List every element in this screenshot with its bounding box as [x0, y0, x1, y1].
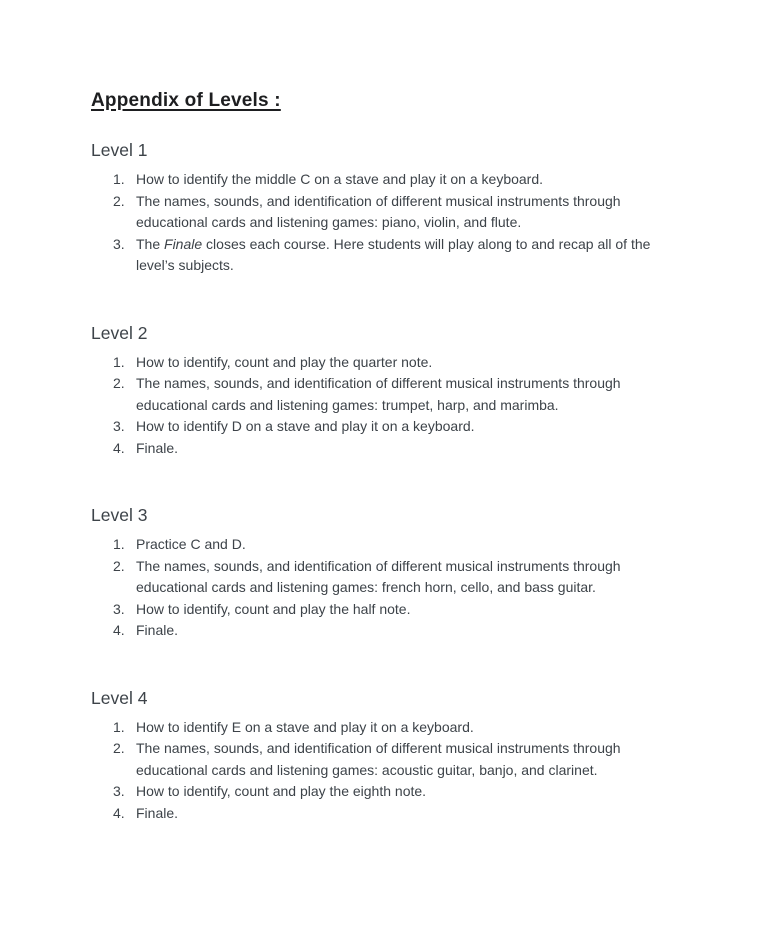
- level-heading: Level 2: [91, 322, 148, 343]
- list-item: [113, 534, 724, 556]
- list-item: [113, 438, 724, 460]
- list-item-line: [136, 803, 724, 825]
- list-item-number: 3.: [113, 418, 125, 434]
- text-segment: How to identify, count and play the eighth note.: [136, 783, 427, 799]
- level-list: [91, 717, 724, 825]
- list-item-line: [136, 556, 724, 578]
- level-list: [91, 534, 724, 642]
- list-item-number: 2.: [113, 557, 125, 574]
- list-item: [113, 781, 724, 803]
- list-item-number: 3.: [113, 235, 125, 252]
- list-item-number: 2.: [113, 740, 125, 756]
- list-item-number: 2.: [113, 192, 125, 209]
- list-item: [113, 373, 724, 416]
- text-segment: educational cards and listening games: french horn, cello, and bass guitar.: [136, 579, 596, 595]
- list-item: [113, 738, 724, 781]
- text-segment: The names, sounds, and identification of different musical instruments through: [136, 557, 621, 574]
- list-item: [113, 169, 724, 191]
- list-item-number: 4.: [113, 439, 125, 456]
- level-list: [91, 352, 724, 460]
- list-item-line: [136, 599, 724, 621]
- level-sections: [91, 137, 724, 824]
- level-section: [91, 685, 724, 825]
- list-item-number: 4.: [113, 622, 125, 638]
- list-item: [113, 717, 724, 739]
- text-segment: The: [136, 235, 165, 252]
- list-item-number: 3.: [113, 600, 125, 617]
- list-item-line: [136, 234, 724, 256]
- level-heading: Level 4: [91, 687, 148, 708]
- list-item-line: [136, 255, 724, 277]
- text-segment: The names, sounds, and identification of different musical instruments through: [136, 740, 621, 756]
- level-heading: Level 3: [91, 505, 148, 525]
- list-item-number: 1.: [113, 536, 125, 552]
- text-segment: educational cards and listening games: acoustic guitar, banjo, and clarinet.: [136, 761, 598, 778]
- list-item: [113, 599, 724, 621]
- list-item-line: [136, 438, 724, 460]
- list-item: [113, 803, 724, 825]
- list-item-line: [136, 352, 724, 374]
- list-item-line: [136, 169, 724, 191]
- list-item-number: 1.: [113, 353, 125, 370]
- text-segment: The names, sounds, and identification of different musical instruments through: [136, 192, 621, 209]
- list-item-line: [136, 191, 724, 213]
- list-item: [113, 234, 724, 277]
- list-item: [113, 416, 724, 438]
- list-item-line: [136, 717, 724, 739]
- list-item-number: 2.: [113, 375, 125, 391]
- text-segment: Finale.: [136, 622, 179, 638]
- italic-text: Finale: [164, 235, 203, 252]
- page-title: Appendix of Levels :: [91, 90, 281, 111]
- text-segment: Finale.: [136, 439, 179, 456]
- list-item-line: [136, 416, 724, 438]
- text-segment: The names, sounds, and identification of different musical instruments through: [136, 375, 621, 391]
- text-segment: How to identify, count and play the quarter note.: [136, 353, 433, 370]
- level-heading: Level 1: [91, 140, 148, 160]
- text-segment: How to identify the middle C on a stave and play it on a keyboard.: [136, 171, 544, 187]
- level-section: [91, 137, 724, 277]
- list-item-number: 1.: [113, 171, 125, 187]
- list-item-line: [136, 738, 724, 760]
- text-segment: Finale.: [136, 804, 179, 821]
- list-item-line: [136, 395, 724, 417]
- list-item-number: 3.: [113, 783, 125, 799]
- text-segment: How to identify, count and play the half note.: [136, 600, 411, 617]
- list-item-number: 1.: [113, 718, 125, 735]
- text-segment: closes each course. Here students will play along to and recap all of the: [202, 235, 651, 252]
- list-item-line: [136, 577, 724, 599]
- list-item: [113, 352, 724, 374]
- level-list: [91, 169, 724, 277]
- list-item-line: [136, 781, 724, 803]
- level-section: [91, 320, 724, 460]
- list-item-line: [136, 760, 724, 782]
- list-item: [113, 620, 724, 642]
- list-item-line: [136, 373, 724, 395]
- list-item-number: 4.: [113, 804, 125, 821]
- text-segment: Practice C and D.: [136, 536, 246, 552]
- list-item-line: [136, 534, 724, 556]
- text-segment: educational cards and listening games: trumpet, harp, and marimba.: [136, 396, 559, 413]
- list-item: [113, 556, 724, 599]
- text-segment: How to identify D on a stave and play it on a keyboard.: [136, 418, 475, 434]
- text-segment: educational cards and listening games: piano, violin, and flute.: [136, 214, 522, 230]
- list-item-line: [136, 212, 724, 234]
- text-segment: How to identify E on a stave and play it on a keyboard.: [136, 718, 474, 735]
- list-item: [113, 191, 724, 234]
- list-item-line: [136, 620, 724, 642]
- text-segment: level’s subjects.: [136, 257, 234, 273]
- level-section: [91, 502, 724, 642]
